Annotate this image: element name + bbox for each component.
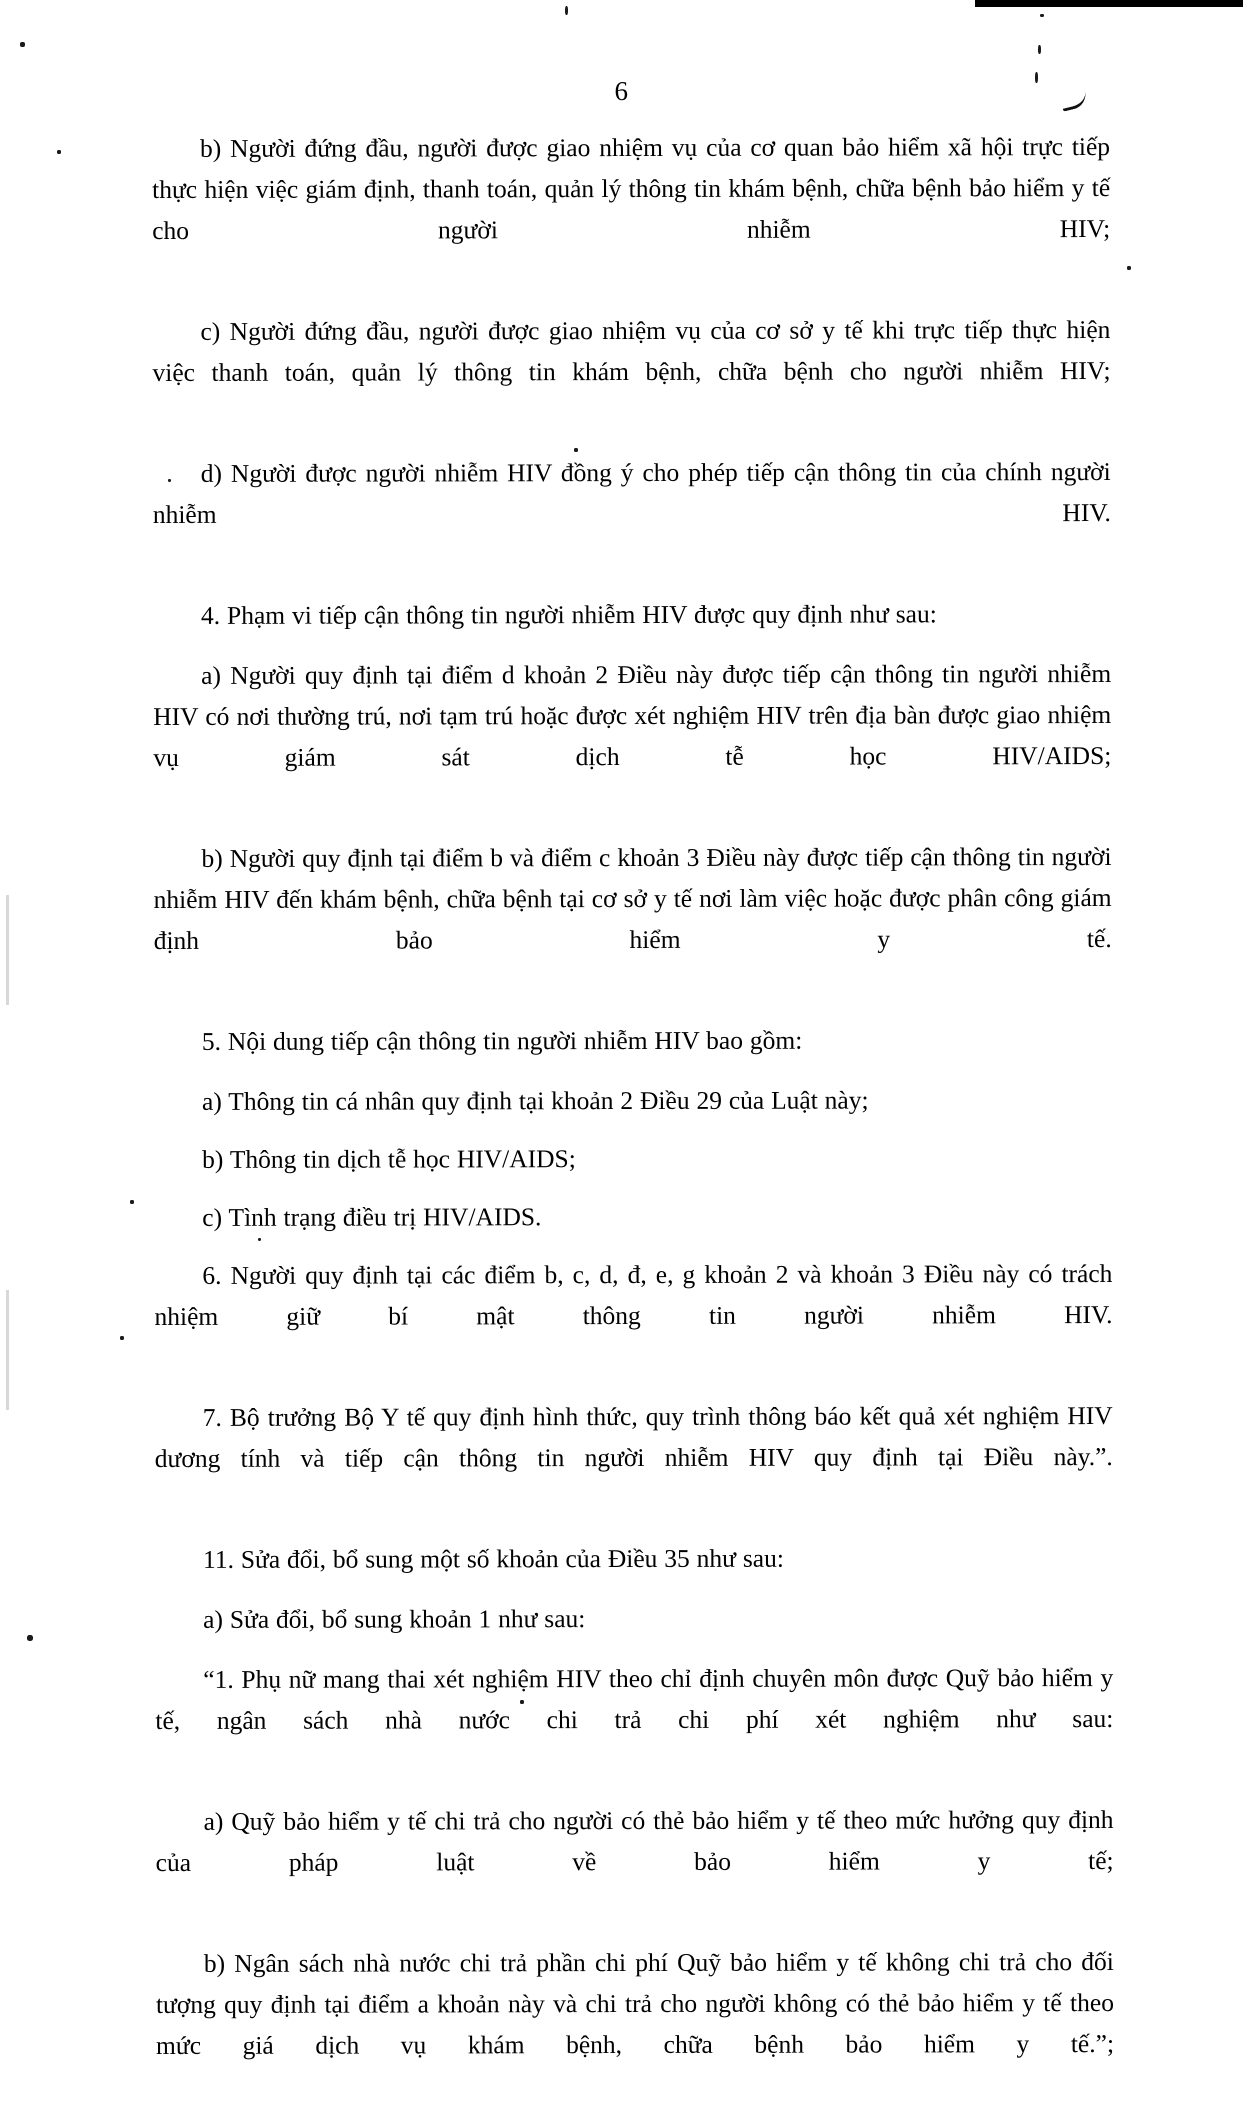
paragraph-quote-1a: a) Quỹ bảo hiểm y tế chi trả cho người có thẻ bảo hiểm y tế theo mức hưởng quy định của pháp luật về bảo hiểm y tế; xyxy=(155,1804,1114,1877)
scan-edge-artifact xyxy=(975,0,1243,7)
paragraph-quote-1b: b) Ngân sách nhà nước chi trả phần chi phí Quỹ bảo hiểm y tế không chi trả cho đối tượng quy định tại điểm a khoản này và chi trả cho người không có thẻ bảo hiểm y tế theo mức giá dịch vụ khám bệnh, chữa bệnh bảo hiểm y tế.”; xyxy=(155,1946,1115,2060)
scan-speck xyxy=(565,6,568,15)
paragraph-4: 4. Phạm vi tiếp cận thông tin người nhiễm HIV được quy định như sau: xyxy=(200,599,937,630)
scan-speck xyxy=(1038,45,1041,54)
paragraph-11: 11. Sửa đổi, bổ sung một số khoản của Điều 35 như sau: xyxy=(202,1543,784,1574)
scan-edge-artifact xyxy=(6,895,9,1005)
paragraph-2b: b) Người đứng đầu, người được giao nhiệm vụ của cơ quan bảo hiểm xã hội trực tiếp thực hiện việc giám định, thanh toán, quản lý thông tin khám bệnh, chữa bệnh bảo hiểm y tế cho người nhiễm HIV; xyxy=(152,131,1111,245)
paragraph-5b: b) Thông tin dịch tễ học HIV/AIDS; xyxy=(202,1144,576,1174)
scan-speck xyxy=(1127,266,1131,270)
paragraph-5c: c) Tình trạng điều trị HIV/AIDS. xyxy=(202,1202,542,1232)
paragraph-7: 7. Bộ trưởng Bộ Y tế quy định hình thức, quy trình thông báo kết quả xét nghiệm HIV dương tính và tiếp cận thông tin người nhiễm HIV quy định tại Điều này.”. xyxy=(154,1400,1113,1473)
document-body xyxy=(152,126,1114,2126)
scan-speck xyxy=(120,1336,124,1340)
page-number: 6 xyxy=(614,76,629,106)
scan-speck xyxy=(57,150,61,154)
paragraph-6: 6. Người quy định tại các điểm b, c, d, đ, e, g khoản 2 và khoản 3 Điều này có trách nhiệm giữ bí mật thông tin người nhiễm HIV. xyxy=(154,1258,1113,1331)
scan-speck xyxy=(27,1635,33,1641)
paragraph-5: 5. Nội dung tiếp cận thông tin người nhiễm HIV bao gồm: xyxy=(201,1025,803,1056)
scan-speck xyxy=(20,42,25,47)
scan-speck xyxy=(130,1200,134,1204)
paragraph-4b: b) Người quy định tại điểm b và điểm c khoản 3 Điều này được tiếp cận thông tin người nhiễm HIV đến khám bệnh, chữa bệnh tại cơ sở y tế nơi làm việc hoặc được phân công giám định bảo hiểm y tế. xyxy=(153,841,1112,955)
paragraph-11a: a) Sửa đổi, bổ sung khoản 1 như sau: xyxy=(203,1604,586,1634)
scan-edge-artifact xyxy=(6,1290,9,1410)
paragraph-4a: a) Người quy định tại điểm d khoản 2 Điều này được tiếp cận thông tin người nhiễm HIV có nơi thường trú, nơi tạm trú hoặc được xét nghiệm HIV trên địa bàn được giao nhiệm vụ giám sát dịch tễ học HIV/AIDS; xyxy=(153,658,1112,772)
paragraph-2c: c) Người đứng đầu, người được giao nhiệm vụ của cơ sở y tế khi trực tiếp thực hiện việc thanh toán, quản lý thông tin khám bệnh, chữa bệnh cho người nhiễm HIV; xyxy=(152,314,1111,387)
paragraph-2d: d) Người được người nhiễm HIV đồng ý cho phép tiếp cận thông tin của chính người nhiễm HIV. xyxy=(152,456,1111,529)
paragraph-quote-1: “1. Phụ nữ mang thai xét nghiệm HIV theo chỉ định chuyên môn được Quỹ bảo hiểm y tế, ngân sách nhà nước chi trả chi phí xét nghiệm như sau: xyxy=(155,1662,1114,1735)
paragraph-5a: a) Thông tin cá nhân quy định tại khoản 2 Điều 29 của Luật này; xyxy=(202,1085,869,1116)
scan-speck xyxy=(1040,14,1044,17)
